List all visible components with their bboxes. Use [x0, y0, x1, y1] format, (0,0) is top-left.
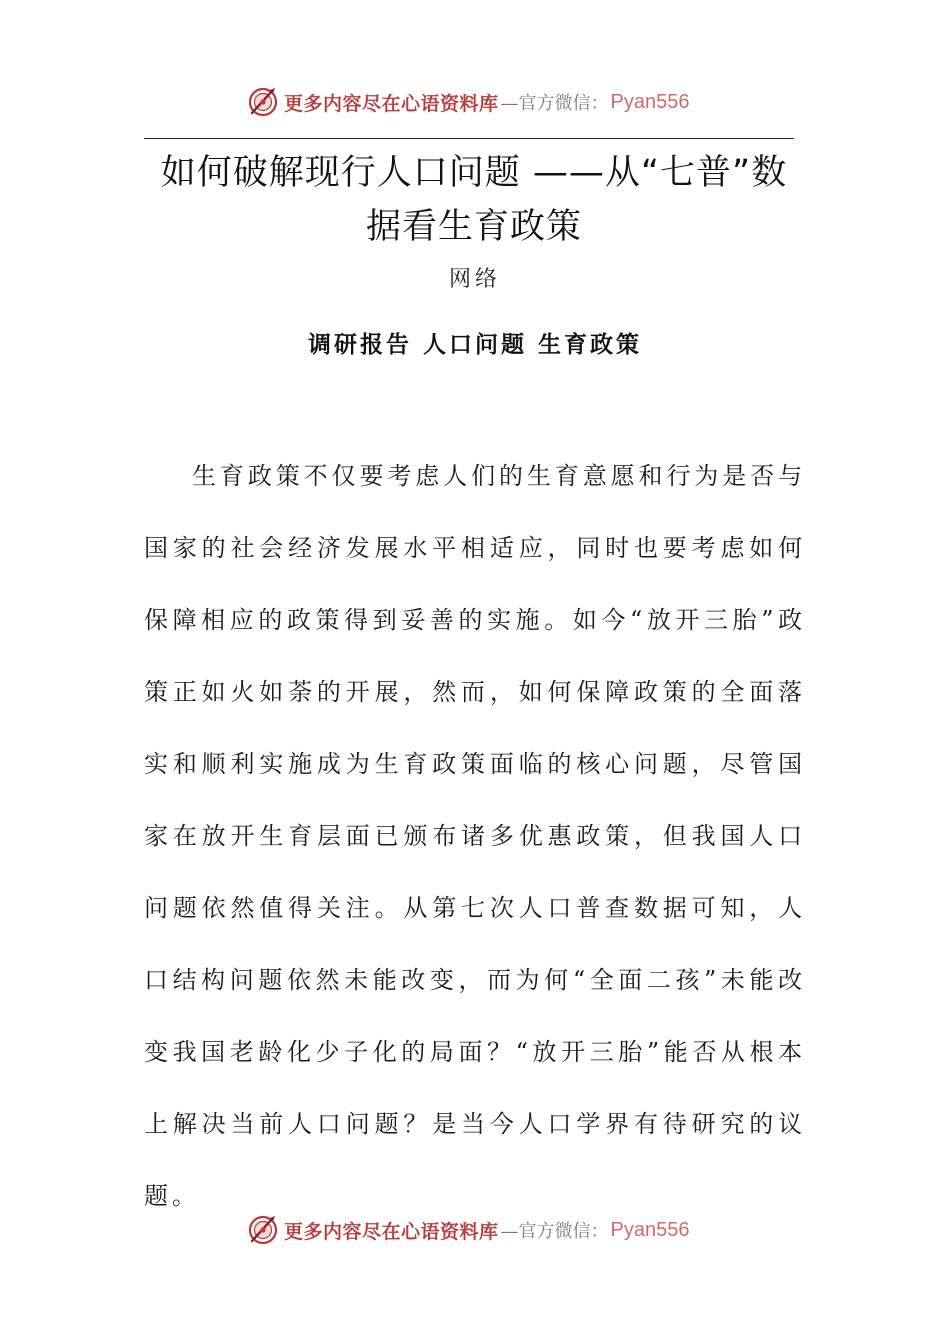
header-wechat-id: Pyan556	[610, 90, 690, 113]
footer-brand-text: 更多内容尽在心语资料库	[284, 1220, 499, 1243]
header-banner	[246, 84, 689, 120]
quill-seal-logo-icon	[246, 1213, 280, 1247]
footer-wechat-id: Pyan556	[610, 1218, 690, 1241]
body-paragraph: 生育政策不仅要考虑人们的生育意愿和行为是否与国家的社会经济发展水平相适应，同时也要考虑如何保障相应的政策得到妥善的实施。如今“放开三胎”政策正如火如荼的开展，然而，如何保障政策的全面落实和顺利实施成为生育政策面临的核心问题，尽管国家在放开生育层面已颁布诸多优惠政策，但我国人口问题依然值得关注。从第七次人口普查数据可知，人口结构问题依然未能改变，而为何“全面二孩”未能改变我国老龄化少子化的局面？“放开三胎”能否从根本上解决当前人口问题？是当今人口学界有待研究的议题。	[144, 462, 806, 1210]
document-title: 如何破解现行人口问题 ——从“七普”数据看生育政策	[160, 153, 788, 247]
document-author: 网络	[448, 267, 501, 292]
header-divider	[144, 138, 794, 139]
footer-separator-text: —官方微信：	[500, 1221, 609, 1242]
document-keywords: 调研报告 人口问题 生育政策	[307, 331, 642, 358]
footer-banner	[246, 1212, 689, 1248]
header-brand-text: 更多内容尽在心语资料库	[284, 92, 499, 115]
quill-seal-logo-icon	[246, 85, 280, 119]
header-separator-text: —官方微信：	[500, 93, 609, 114]
